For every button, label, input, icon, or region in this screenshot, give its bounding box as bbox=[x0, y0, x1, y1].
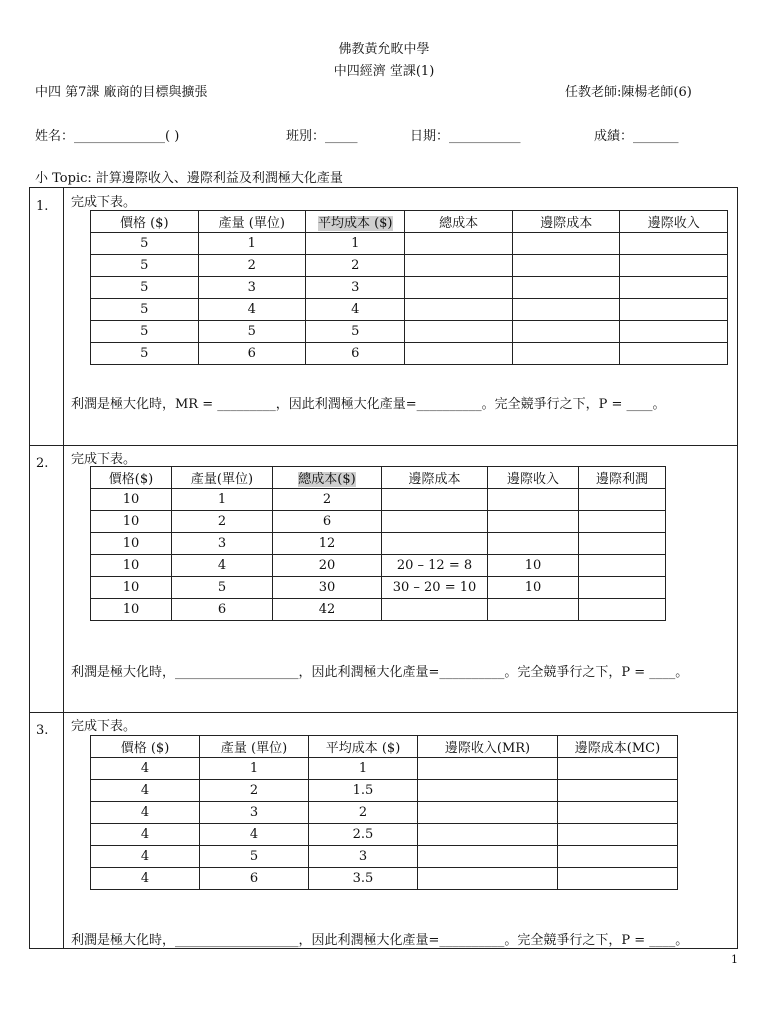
answer-cell[interactable] bbox=[512, 277, 620, 299]
answer-cell[interactable] bbox=[579, 511, 666, 533]
answer-cell[interactable] bbox=[558, 780, 678, 802]
topic-line: 小 Topic: 計算邊際收入、邊際利益及利潤極大化產量 bbox=[35, 171, 343, 186]
table-row bbox=[91, 802, 678, 824]
table-cell: 4 bbox=[91, 824, 200, 846]
answer-cell[interactable] bbox=[405, 255, 513, 277]
table-cell: 1 bbox=[198, 233, 306, 255]
student-name-field[interactable]: 姓名：______________( ) bbox=[35, 129, 180, 144]
lesson-title: 中四 第7課 廠商的目標與擴張 bbox=[35, 85, 208, 100]
answer-cell[interactable]: 30 – 20 = 10 bbox=[382, 577, 488, 599]
table-row bbox=[91, 868, 678, 890]
answer-cell[interactable] bbox=[579, 555, 666, 577]
table-cell: 5 bbox=[91, 321, 199, 343]
table-cell: 2 bbox=[172, 511, 273, 533]
answer-cell[interactable] bbox=[418, 868, 558, 890]
section-3-instruction: 完成下表。 bbox=[71, 719, 137, 734]
answer-cell[interactable] bbox=[418, 780, 558, 802]
header-cell: 價格($) bbox=[91, 467, 172, 489]
answer-cell[interactable] bbox=[558, 802, 678, 824]
section-2-table bbox=[90, 466, 666, 621]
answer-cell[interactable] bbox=[620, 233, 728, 255]
table-cell: 10 bbox=[91, 511, 172, 533]
table-cell: 2 bbox=[200, 780, 309, 802]
answer-cell[interactable] bbox=[512, 233, 620, 255]
table-cell: 10 bbox=[91, 599, 172, 621]
answer-cell[interactable] bbox=[579, 489, 666, 511]
section-1-question[interactable]: 利潤是極大化時，MR = _________，因此利潤極大化產量=__________。完全競爭行之下，P = ____。 bbox=[71, 397, 666, 412]
header-cell: 邊際收入 bbox=[488, 467, 579, 489]
table-cell: 12 bbox=[273, 533, 382, 555]
table-cell: 4 bbox=[91, 846, 200, 868]
section-3-question[interactable]: 利潤是極大化時，___________________，因此利潤極大化產量=__________。完全競爭行之下，P = ____。 bbox=[71, 933, 689, 948]
answer-cell[interactable] bbox=[418, 758, 558, 780]
header-cell: 價格 ($) bbox=[91, 211, 199, 233]
table-row bbox=[91, 255, 728, 277]
answer-cell[interactable] bbox=[488, 511, 579, 533]
section-1-instruction: 完成下表。 bbox=[71, 195, 137, 210]
table-cell: 4 bbox=[172, 555, 273, 577]
answer-cell[interactable] bbox=[488, 533, 579, 555]
date-field[interactable]: 日期：___________ bbox=[410, 129, 521, 144]
header-cell: 邊際收入 bbox=[620, 211, 728, 233]
table-cell: 2 bbox=[309, 802, 418, 824]
table-cell: 3 bbox=[200, 802, 309, 824]
table-cell: 10 bbox=[91, 533, 172, 555]
header-cell: 總成本 bbox=[405, 211, 513, 233]
answer-cell[interactable]: 20 – 12 = 8 bbox=[382, 555, 488, 577]
answer-cell[interactable] bbox=[558, 846, 678, 868]
table-header-row bbox=[91, 467, 666, 489]
table-cell: 3 bbox=[172, 533, 273, 555]
page-number: 1 bbox=[731, 953, 738, 966]
table-row bbox=[91, 780, 678, 802]
answer-cell[interactable] bbox=[382, 533, 488, 555]
answer-cell[interactable] bbox=[405, 321, 513, 343]
answer-cell[interactable] bbox=[512, 255, 620, 277]
answer-cell[interactable] bbox=[405, 343, 513, 365]
answer-cell[interactable]: 10 bbox=[488, 577, 579, 599]
table-cell: 5 bbox=[306, 321, 405, 343]
section-2-instruction: 完成下表。 bbox=[71, 452, 137, 467]
table-cell: 2 bbox=[306, 255, 405, 277]
answer-cell[interactable] bbox=[418, 824, 558, 846]
table-row bbox=[91, 846, 678, 868]
table-row bbox=[91, 577, 666, 599]
table-cell: 6 bbox=[273, 511, 382, 533]
table-row bbox=[91, 321, 728, 343]
table-cell: 30 bbox=[273, 577, 382, 599]
table-cell: 3 bbox=[198, 277, 306, 299]
section-divider-1 bbox=[29, 445, 738, 446]
table-row bbox=[91, 599, 666, 621]
answer-cell[interactable] bbox=[579, 599, 666, 621]
table-cell: 10 bbox=[91, 555, 172, 577]
section-2-question[interactable]: 利潤是極大化時，___________________，因此利潤極大化產量=__________。完全競爭行之下，P = ____。 bbox=[71, 665, 689, 680]
table-cell: 1.5 bbox=[309, 780, 418, 802]
answer-cell[interactable] bbox=[620, 343, 728, 365]
table-cell: 4 bbox=[306, 299, 405, 321]
header-cell: 產量 (單位) bbox=[198, 211, 306, 233]
table-row bbox=[91, 511, 666, 533]
table-cell: 10 bbox=[91, 489, 172, 511]
answer-cell[interactable] bbox=[558, 758, 678, 780]
answer-cell[interactable] bbox=[579, 577, 666, 599]
header-cell: 邊際利潤 bbox=[579, 467, 666, 489]
header-cell: 產量 (單位) bbox=[200, 736, 309, 758]
table-cell: 4 bbox=[200, 824, 309, 846]
answer-cell[interactable] bbox=[620, 299, 728, 321]
table-row bbox=[91, 824, 678, 846]
table-header-row bbox=[91, 736, 678, 758]
header-cell bbox=[273, 467, 382, 489]
table-cell: 6 bbox=[200, 868, 309, 890]
header-cell bbox=[306, 211, 405, 233]
answer-cell[interactable] bbox=[405, 233, 513, 255]
table-cell: 4 bbox=[91, 802, 200, 824]
answer-cell[interactable] bbox=[405, 277, 513, 299]
table-header-row bbox=[91, 211, 728, 233]
answer-cell[interactable] bbox=[512, 321, 620, 343]
table-row bbox=[91, 277, 728, 299]
score-field[interactable]: 成績：_______ bbox=[594, 129, 679, 144]
highlighted-header: 總成本($) bbox=[298, 472, 356, 487]
table-row bbox=[91, 555, 666, 577]
table-cell: 1 bbox=[306, 233, 405, 255]
section-1-number: 1. bbox=[36, 199, 49, 214]
answer-cell[interactable] bbox=[405, 299, 513, 321]
header-cell: 邊際成本 bbox=[512, 211, 620, 233]
school-name: 佛教黃允畋中學 bbox=[338, 42, 430, 57]
section-divider-2 bbox=[29, 712, 738, 713]
section-2-number: 2. bbox=[36, 456, 49, 471]
worksheet-subject: 中四經濟 堂課(1) bbox=[333, 64, 435, 79]
table-cell: 6 bbox=[198, 343, 306, 365]
table-cell: 5 bbox=[91, 233, 199, 255]
answer-cell[interactable] bbox=[382, 489, 488, 511]
table-cell: 1 bbox=[200, 758, 309, 780]
table-row bbox=[91, 299, 728, 321]
table-cell: 10 bbox=[91, 577, 172, 599]
table-cell: 20 bbox=[273, 555, 382, 577]
table-row bbox=[91, 489, 666, 511]
table-cell: 1 bbox=[172, 489, 273, 511]
answer-cell[interactable] bbox=[382, 599, 488, 621]
section-3-number: 3. bbox=[36, 723, 49, 738]
answer-cell[interactable] bbox=[418, 802, 558, 824]
table-cell: 6 bbox=[172, 599, 273, 621]
table-cell: 4 bbox=[91, 868, 200, 890]
table-cell: 4 bbox=[91, 758, 200, 780]
table-cell: 2 bbox=[198, 255, 306, 277]
answer-cell[interactable] bbox=[620, 255, 728, 277]
table-cell: 5 bbox=[200, 846, 309, 868]
answer-cell[interactable] bbox=[488, 489, 579, 511]
table-cell: 5 bbox=[91, 299, 199, 321]
table-cell: 6 bbox=[306, 343, 405, 365]
table-cell: 2.5 bbox=[309, 824, 418, 846]
table-cell: 42 bbox=[273, 599, 382, 621]
answer-cell[interactable] bbox=[512, 343, 620, 365]
answer-cell[interactable] bbox=[488, 599, 579, 621]
table-cell: 4 bbox=[91, 780, 200, 802]
header-cell: 平均成本 ($) bbox=[309, 736, 418, 758]
table-cell: 5 bbox=[91, 343, 199, 365]
answer-cell[interactable] bbox=[512, 299, 620, 321]
table-cell: 5 bbox=[91, 255, 199, 277]
header-cell: 價格 ($) bbox=[91, 736, 200, 758]
table-row bbox=[91, 233, 728, 255]
number-column-divider bbox=[63, 187, 64, 949]
teacher-name: 任教老師:陳楊老師(6) bbox=[565, 85, 692, 100]
table-cell: 3.5 bbox=[309, 868, 418, 890]
table-cell: 5 bbox=[91, 277, 199, 299]
header-cell: 邊際成本(MC) bbox=[558, 736, 678, 758]
class-field[interactable]: 班別：_____ bbox=[286, 129, 358, 144]
table-cell: 5 bbox=[198, 321, 306, 343]
table-row bbox=[91, 758, 678, 780]
table-cell: 3 bbox=[309, 846, 418, 868]
table-cell: 3 bbox=[306, 277, 405, 299]
answer-cell[interactable] bbox=[382, 511, 488, 533]
header-cell: 產量(單位) bbox=[172, 467, 273, 489]
table-cell: 2 bbox=[273, 489, 382, 511]
table-cell: 5 bbox=[172, 577, 273, 599]
answer-cell[interactable]: 10 bbox=[488, 555, 579, 577]
table-row bbox=[91, 533, 666, 555]
section-1-table bbox=[90, 210, 728, 365]
table-row bbox=[91, 343, 728, 365]
table-cell: 1 bbox=[309, 758, 418, 780]
highlighted-header: 平均成本 ($) bbox=[317, 216, 393, 231]
answer-cell[interactable] bbox=[558, 824, 678, 846]
answer-cell[interactable] bbox=[418, 846, 558, 868]
header-cell: 邊際成本 bbox=[382, 467, 488, 489]
answer-cell[interactable] bbox=[558, 868, 678, 890]
section-3-table bbox=[90, 735, 678, 890]
answer-cell[interactable] bbox=[620, 277, 728, 299]
answer-cell[interactable] bbox=[579, 533, 666, 555]
answer-cell[interactable] bbox=[620, 321, 728, 343]
header-cell: 邊際收入(MR) bbox=[418, 736, 558, 758]
table-cell: 4 bbox=[198, 299, 306, 321]
